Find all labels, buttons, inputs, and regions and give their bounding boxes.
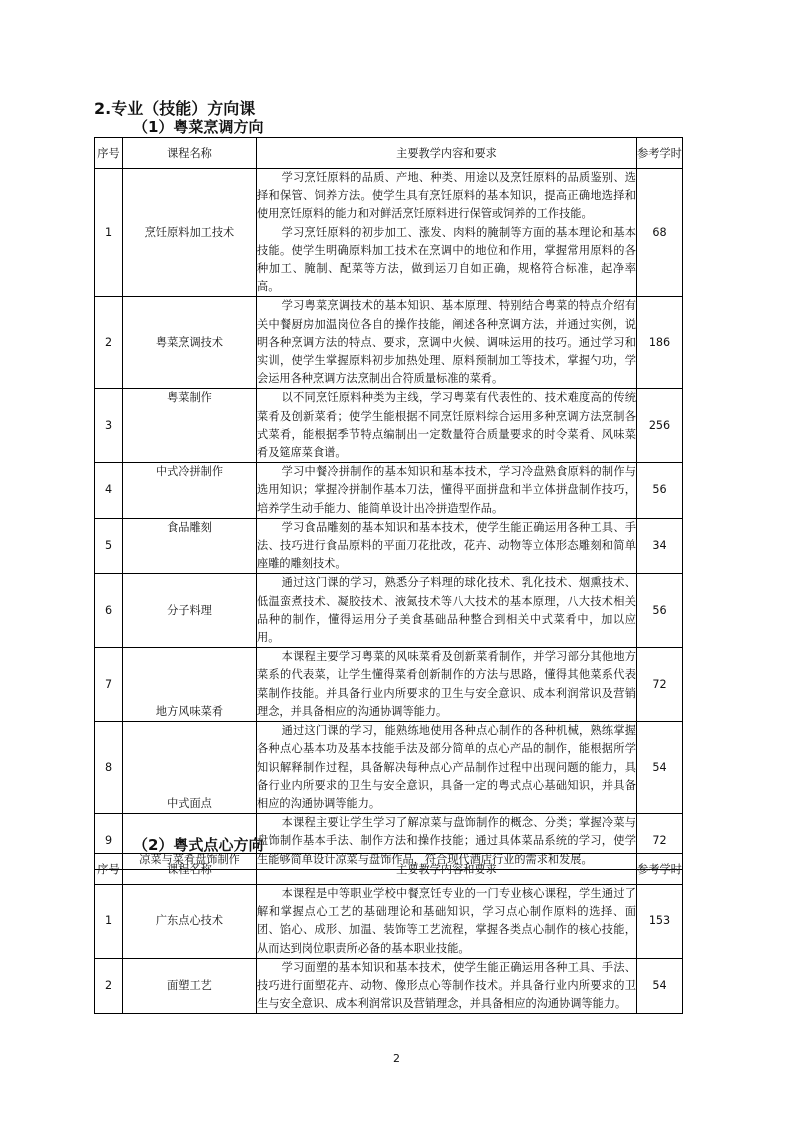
row-no: 3	[95, 389, 123, 463]
course-hours: 68	[637, 169, 683, 297]
course-table-cantonese-cooking	[94, 137, 683, 870]
content-paragraph: 本课程主要让学生学习了解凉菜与盘饰制作的概念、分类；掌握冷菜与盘饰制作基本手法、制作方法和操作技能；通过具体菜品系统的学习，使学生能够简单设计凉菜与盘饰作品，符合现代酒店行业的需求和发展。	[257, 816, 636, 866]
row-no: 7	[95, 648, 123, 722]
subsection-title-cantonese-cooking: （1）粤菜烹调方向	[133, 118, 264, 136]
course-hours: 186	[637, 297, 683, 389]
content-paragraph: 以不同烹饪原料种类为主线，学习粤菜有代表性的、技术难度高的传统菜肴及创新菜肴；使学生能根据不同烹饪原料综合运用多种烹调方法烹制各式菜肴，能根据季节特点编制出一定数量符合质量要求的时令菜肴、风味菜肴及筵席菜食谱。	[257, 391, 636, 460]
table-row	[95, 574, 683, 648]
course-hours: 54	[637, 722, 683, 814]
course-content	[257, 958, 637, 1014]
header-hours: 参考学时	[637, 854, 683, 885]
row-no: 5	[95, 518, 123, 574]
course-name: 面塑工艺	[123, 958, 257, 1014]
content-paragraph: 学习面塑的基本知识和基本技术，使学生能正确运用各种工具、手法、技巧进行面塑花卉、动物、像形点心等制作技术。并具备行业内所要求的卫生与安全意识、成本利润常识及营销理念，并具备相应的沟通协调等能力。	[257, 960, 636, 1011]
table-row	[95, 722, 683, 814]
row-no: 4	[95, 463, 123, 519]
section-heading: 2.专业（技能）方向课	[94, 99, 256, 118]
course-content	[257, 463, 637, 519]
subsection-title-cantonese-dim-sum: （2）粤式点心方向	[133, 836, 264, 854]
row-no: 8	[95, 722, 123, 814]
course-content	[257, 574, 637, 648]
table-row	[95, 169, 683, 297]
course-name: 广东点心技术	[123, 885, 257, 959]
header-name: 课程名称	[123, 854, 257, 885]
row-no: 9	[95, 814, 123, 870]
header-content: 主要教学内容和要求	[257, 854, 637, 885]
content-paragraph: 通过这门课的学习，能熟练地使用各种点心制作的各种机械，熟练掌握各种点心基本功及基本技能手法及部分简单的点心产品的制作，能根据所学知识解释制作过程，具备解决每种点心产品制作过程中出现问题的能力，具备行业内所要求的卫生与安全意识，具备一定的粤式点心基础知识，并具备相应的沟通协调等能力。	[257, 724, 636, 810]
header-name: 课程名称	[123, 138, 257, 169]
page-number: 2	[393, 1052, 400, 1065]
header-hours: 参考学时	[637, 138, 683, 169]
row-no: 6	[95, 574, 123, 648]
course-content	[257, 885, 637, 959]
course-name: 粤菜烹调技术	[123, 297, 257, 389]
course-name: 中式冷拼制作	[123, 463, 257, 519]
course-content	[257, 518, 637, 574]
course-hours: 56	[637, 574, 683, 648]
course-hours: 256	[637, 389, 683, 463]
course-hours: 72	[637, 814, 683, 870]
course-name: 粤菜制作	[123, 389, 257, 463]
course-hours: 72	[637, 648, 683, 722]
row-no: 1	[95, 885, 123, 959]
table-header-row	[95, 854, 683, 885]
table-row	[95, 389, 683, 463]
course-content	[257, 297, 637, 389]
table-row	[95, 518, 683, 574]
table-row	[95, 958, 683, 1014]
course-name: 分子料理	[123, 574, 257, 648]
course-hours: 54	[637, 958, 683, 1014]
course-name: 烹饪原料加工技术	[123, 169, 257, 297]
row-no: 1	[95, 169, 123, 297]
table-header-row	[95, 138, 683, 169]
row-no: 2	[95, 297, 123, 389]
course-name: 食品雕刻	[123, 518, 257, 574]
content-paragraph: 学习烹饪原料的品质、产地、种类、用途以及烹饪原料的品质鉴别、选择和保管、饲养方法。使学生具有烹饪原料的基本知识，提高正确地选择和使用烹饪原料的能力和对鲜活烹饪原料进行保管或饲养的工作技能。	[257, 171, 636, 221]
course-hours: 34	[637, 518, 683, 574]
course-name: 地方风味菜肴	[123, 648, 257, 722]
course-content	[257, 722, 637, 814]
row-no: 2	[95, 958, 123, 1014]
course-content	[257, 648, 637, 722]
content-paragraph: 学习食品雕刻的基本知识和基本技术，使学生能正确运用各种工具、手法、技巧进行食品原料的平面刀花批改，花卉、动物等立体形态雕刻和简单座雕的雕刻技术。	[257, 520, 636, 571]
content-paragraph: 学习烹饪原料的初步加工、涨发、肉料的腌制等方面的基本理论和基本技能。使学生明确原料加工技术在烹调中的地位和作用，掌握常用原料的各种加工、腌制、配菜等方法，做到运刀自如正确，规格符合标准，起净率高。	[257, 225, 636, 294]
content-paragraph: 本课程主要学习粤菜的风味菜肴及创新菜肴制作，并学习部分其他地方菜系的代表菜，让学生懂得菜肴创新制作的方法与思路，懂得其他菜系代表菜制作技能。并具备行业内所要求的卫生与安全意识、成本利润常识及营销理念，并具备相应的沟通协调等能力。	[257, 650, 636, 718]
course-table-cantonese-dim-sum	[94, 853, 683, 1014]
course-name: 中式面点	[123, 722, 257, 814]
course-name: 凉菜与菜肴盘饰制作	[123, 814, 257, 870]
course-hours: 153	[637, 885, 683, 959]
content-paragraph: 通过这门课的学习，熟悉分子料理的球化技术、乳化技术、烟熏技术、低温蛮煮技术、凝胶技术、液氮技术等八大技术的基本原理，八大技术相关品种的制作，懂得运用分子美食基础品种整合到相关中式菜肴中，加以应用。	[257, 576, 636, 645]
header-no: 序号	[95, 854, 123, 885]
table-row	[95, 885, 683, 959]
table-row	[95, 297, 683, 389]
table-row	[95, 648, 683, 722]
course-hours: 56	[637, 463, 683, 519]
header-content: 主要教学内容和要求	[257, 138, 637, 169]
content-paragraph: 学习中餐冷拼制作的基本知识和基本技术，学习冷盘熟食原料的制作与选用知识；掌握冷拼制作基本刀法，懂得平面拼盘和半立体拼盘制作技巧，培养学生动手能力、能简单设计出冷拼造型作品。	[257, 465, 636, 515]
header-no: 序号	[95, 138, 123, 169]
course-content	[257, 169, 637, 297]
content-paragraph: 学习粤菜烹调技术的基本知识、基本原理、特别结合粤菜的特点介绍有关中餐厨房加温岗位各自的操作技能，阐述各种烹调方法，并通过实例，说明各种烹调方法的特点、要求，烹调中火候、调味运用的技巧。通过学习和实训，使学生掌握原料初步加热处理、原料预制加工等技术，掌握勺功，学会运用各种烹调方法烹制出合符质量标准的菜肴。	[257, 299, 636, 386]
content-paragraph: 本课程是中等职业学校中餐烹饪专业的一门专业核心课程，学生通过了解和掌握点心工艺的基础理论和基础知识，学习点心制作原料的选择、面团、馅心、成形、加温、装饰等工艺流程，掌握各类点心制作的核心技能，从而达到岗位职责所必备的基本职业技能。	[257, 887, 636, 955]
course-content	[257, 389, 637, 463]
table-row	[95, 463, 683, 519]
